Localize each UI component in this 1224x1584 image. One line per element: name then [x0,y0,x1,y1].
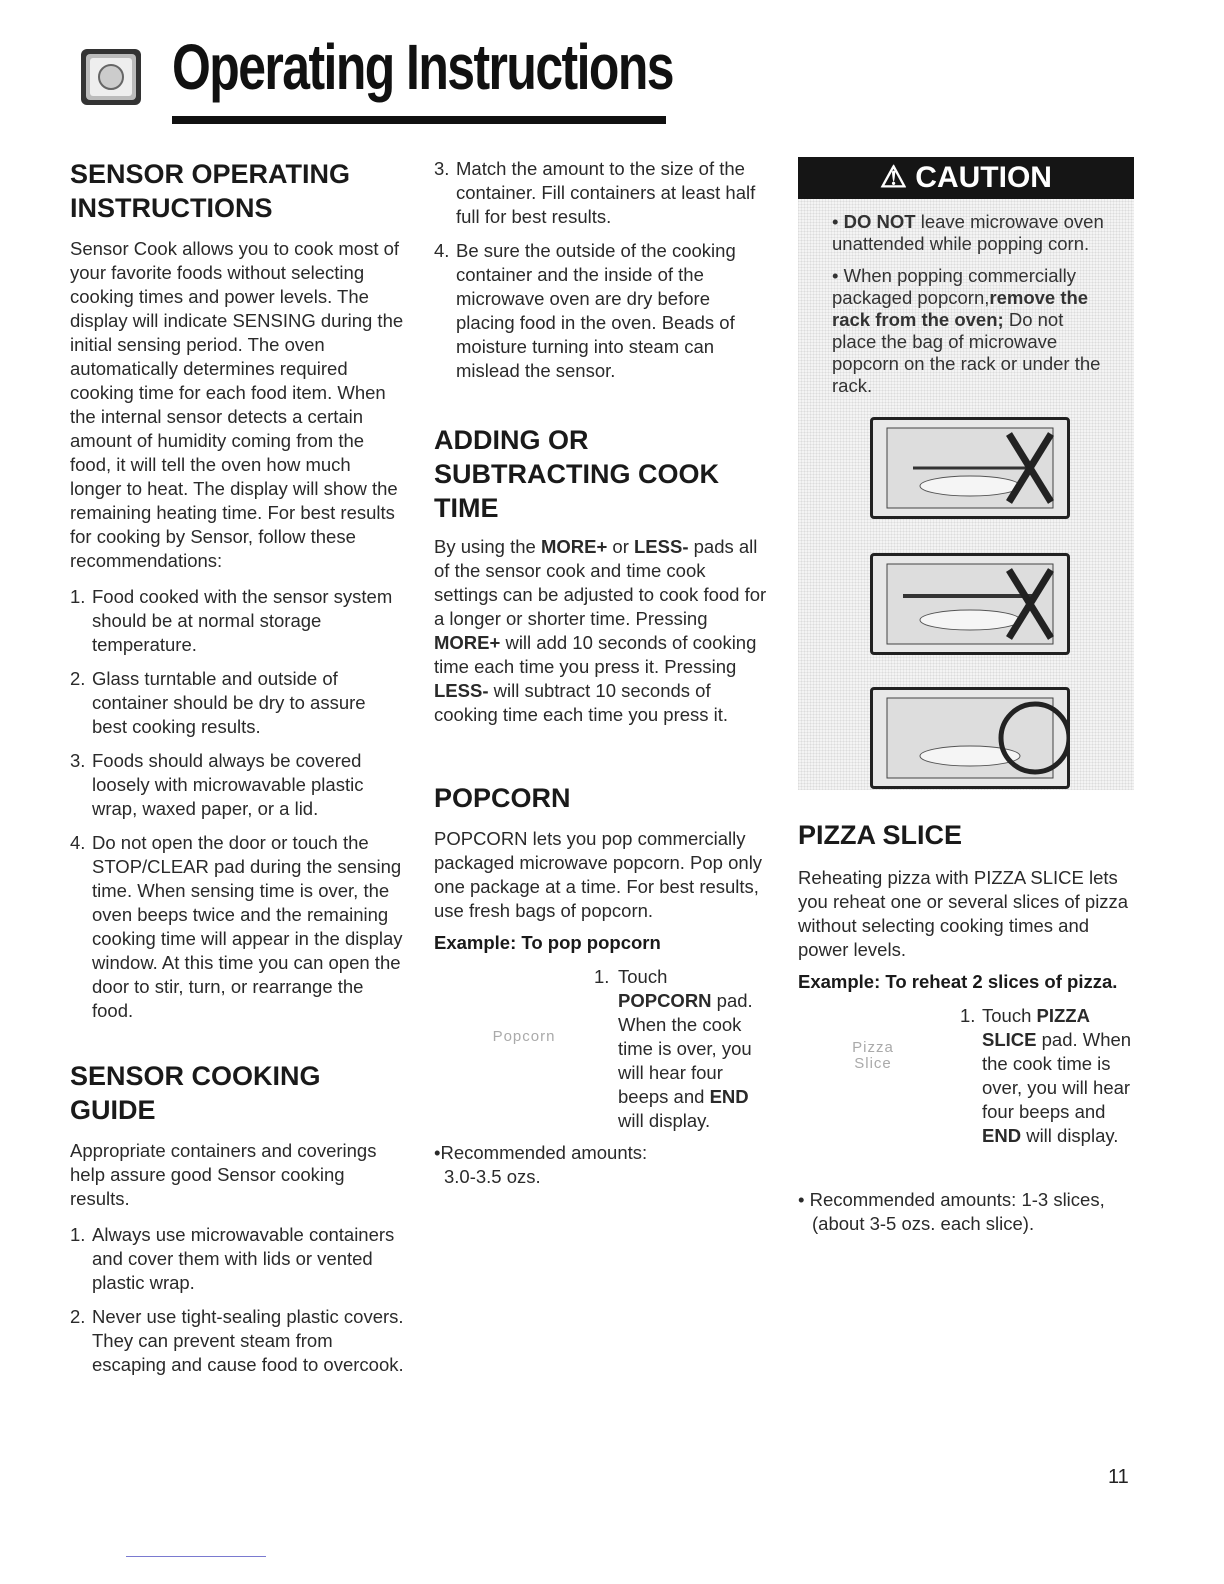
warning-triangle-icon: ⚠ [880,161,907,194]
list-item: 3. Foods should always be covered loosely with microwavable plastic wrap, waxed paper, or a lid. [70,750,364,819]
pizza-recommended: • Recommended amounts: 1-3 slices, (about 3-5 ozs. each slice). [798,1189,1105,1234]
column-middle [434,157,770,1189]
list-item: 1. Food cooked with the sensor system should be at normal storage temperature. [70,586,393,655]
popcorn-example: Example: To pop popcorn [434,932,661,953]
footer-line [126,1556,266,1557]
sensor-operating-heading: SENSOR OPERATING INSTRUCTIONS [70,159,351,223]
list-item: 2. Never use tight-sealing plastic covers. They can prevent steam from escaping and cause food to overcook. [70,1306,404,1375]
sensor-operating-intro: Sensor Cook allows you to cook most of your favorite foods without selecting cooking times and power levels. The display will indicate SENSING during the initial sensing period. The oven automatically determines required cooking time for each food item. When the internal sensor detects a certain amount of humidity coming from the food, it will tell the oven how much longer to heat. The display will show the remaining heating time. For best results for cooking by Sensor, follow these recommendations: [70,238,404,571]
popcorn-step-text: Touch POPCORN pad. When the cook time is over, you will hear four beeps and END will display. [618,966,753,1131]
sensor-guide-list-continued [434,157,770,383]
pizza-heading: PIZZA SLICE [798,820,963,850]
sensor-guide-heading: SENSOR COOKING GUIDE [70,1061,321,1125]
microwave-icon [80,48,142,106]
page-number: 11 [1108,1466,1129,1488]
caution-bullet: • DO NOT leave microwave oven unattended while popping corn. [832,211,1104,254]
caution-bullet: • When popping commercially packaged popcorn,remove the rack from the oven; Do not place the bag of microwave popcorn on the rack or under the rack. [832,265,1101,396]
popcorn-amount: 3.0-3.5 ozs. [444,1166,541,1187]
list-item: 2. Glass turntable and outside of container should be dry to assure best cooking results. [70,668,366,737]
list-item: 4. Be sure the outside of the cooking container and the inside of the microwave oven are dry before placing food in the oven. Beads of moisture turning into steam can mislead the sensor. [434,240,736,381]
caution-text [832,211,1112,397]
pizza-section [798,818,1134,1236]
oven-rack-illustration [870,417,1070,519]
popcorn-heading: POPCORN [434,783,571,813]
pizza-slice-pad-icon: Pizza Slice [852,1039,894,1072]
caution-title: ⚠ CAUTION [798,157,1134,199]
list-item: 1. Always use microwavable containers and cover them with lids or vented plastic wrap. [70,1224,395,1293]
pizza-step-text: Touch PIZZA SLICE pad. When the cook time is over, you will hear four beeps and END will display. [982,1005,1132,1146]
pizza-intro: Reheating pizza with PIZZA SLICE lets you reheat one or several slices of pizza without selecting cooking times and power levels. [798,867,1129,960]
list-item: 4. Do not open the door or touch the STOP/CLEAR pad during the sensing time. When sensing time is over, the oven beeps twice and the remaining cooking time will appear in the display window. At this time you can open the door to stir, turn, or rearrange the food. [70,832,403,1021]
oven-under-rack-illustration [870,553,1070,655]
sensor-operating-list [70,585,404,1023]
sensor-guide-intro: Appropriate containers and coverings help assure good Sensor cooking results. [70,1140,377,1209]
list-item: 3. Match the amount to the size of the container. Fill containers at least half full for best results. [434,158,756,227]
adding-subtracting-text: By using the MORE+ or LESS- pads all of the sensor cook and time cook settings can be adjusted to cook food for a longer or shorter time. Pressing MORE+ will add 10 seconds of cooking time each time you press it. Pressing LESS- will subtract 10 seconds of cooking time each time you press it. [434,536,767,725]
popcorn-step: Popcorn 1. Touch POPCORN pad. When the cook time is over, you will hear four beeps and END will display. [434,965,770,1125]
column-left [70,157,404,1387]
popcorn-recommended: •Recommended amounts: [434,1142,648,1163]
sensor-guide-list [70,1223,404,1377]
pizza-example: Example: To reheat 2 slices of pizza. [798,971,1118,992]
popcorn-pad-icon: Popcorn [492,1028,556,1045]
title-underline [172,116,666,124]
popcorn-intro: POPCORN lets you pop commercially packaged microwave popcorn. Pop only one package at a time. For best results, use fresh bags of popcorn. [434,828,763,921]
pizza-step: Pizza Slice 1. Touch PIZZA SLICE pad. When the cook time is over, you will hear four beeps and END will display. [798,1004,1134,1174]
caution-box [798,157,1134,790]
oven-turntable-illustration [870,687,1070,789]
page-title: Operating Instructions [172,31,673,103]
adding-subtracting-heading: ADDING OR SUBTRACTING COOK TIME [434,425,719,523]
